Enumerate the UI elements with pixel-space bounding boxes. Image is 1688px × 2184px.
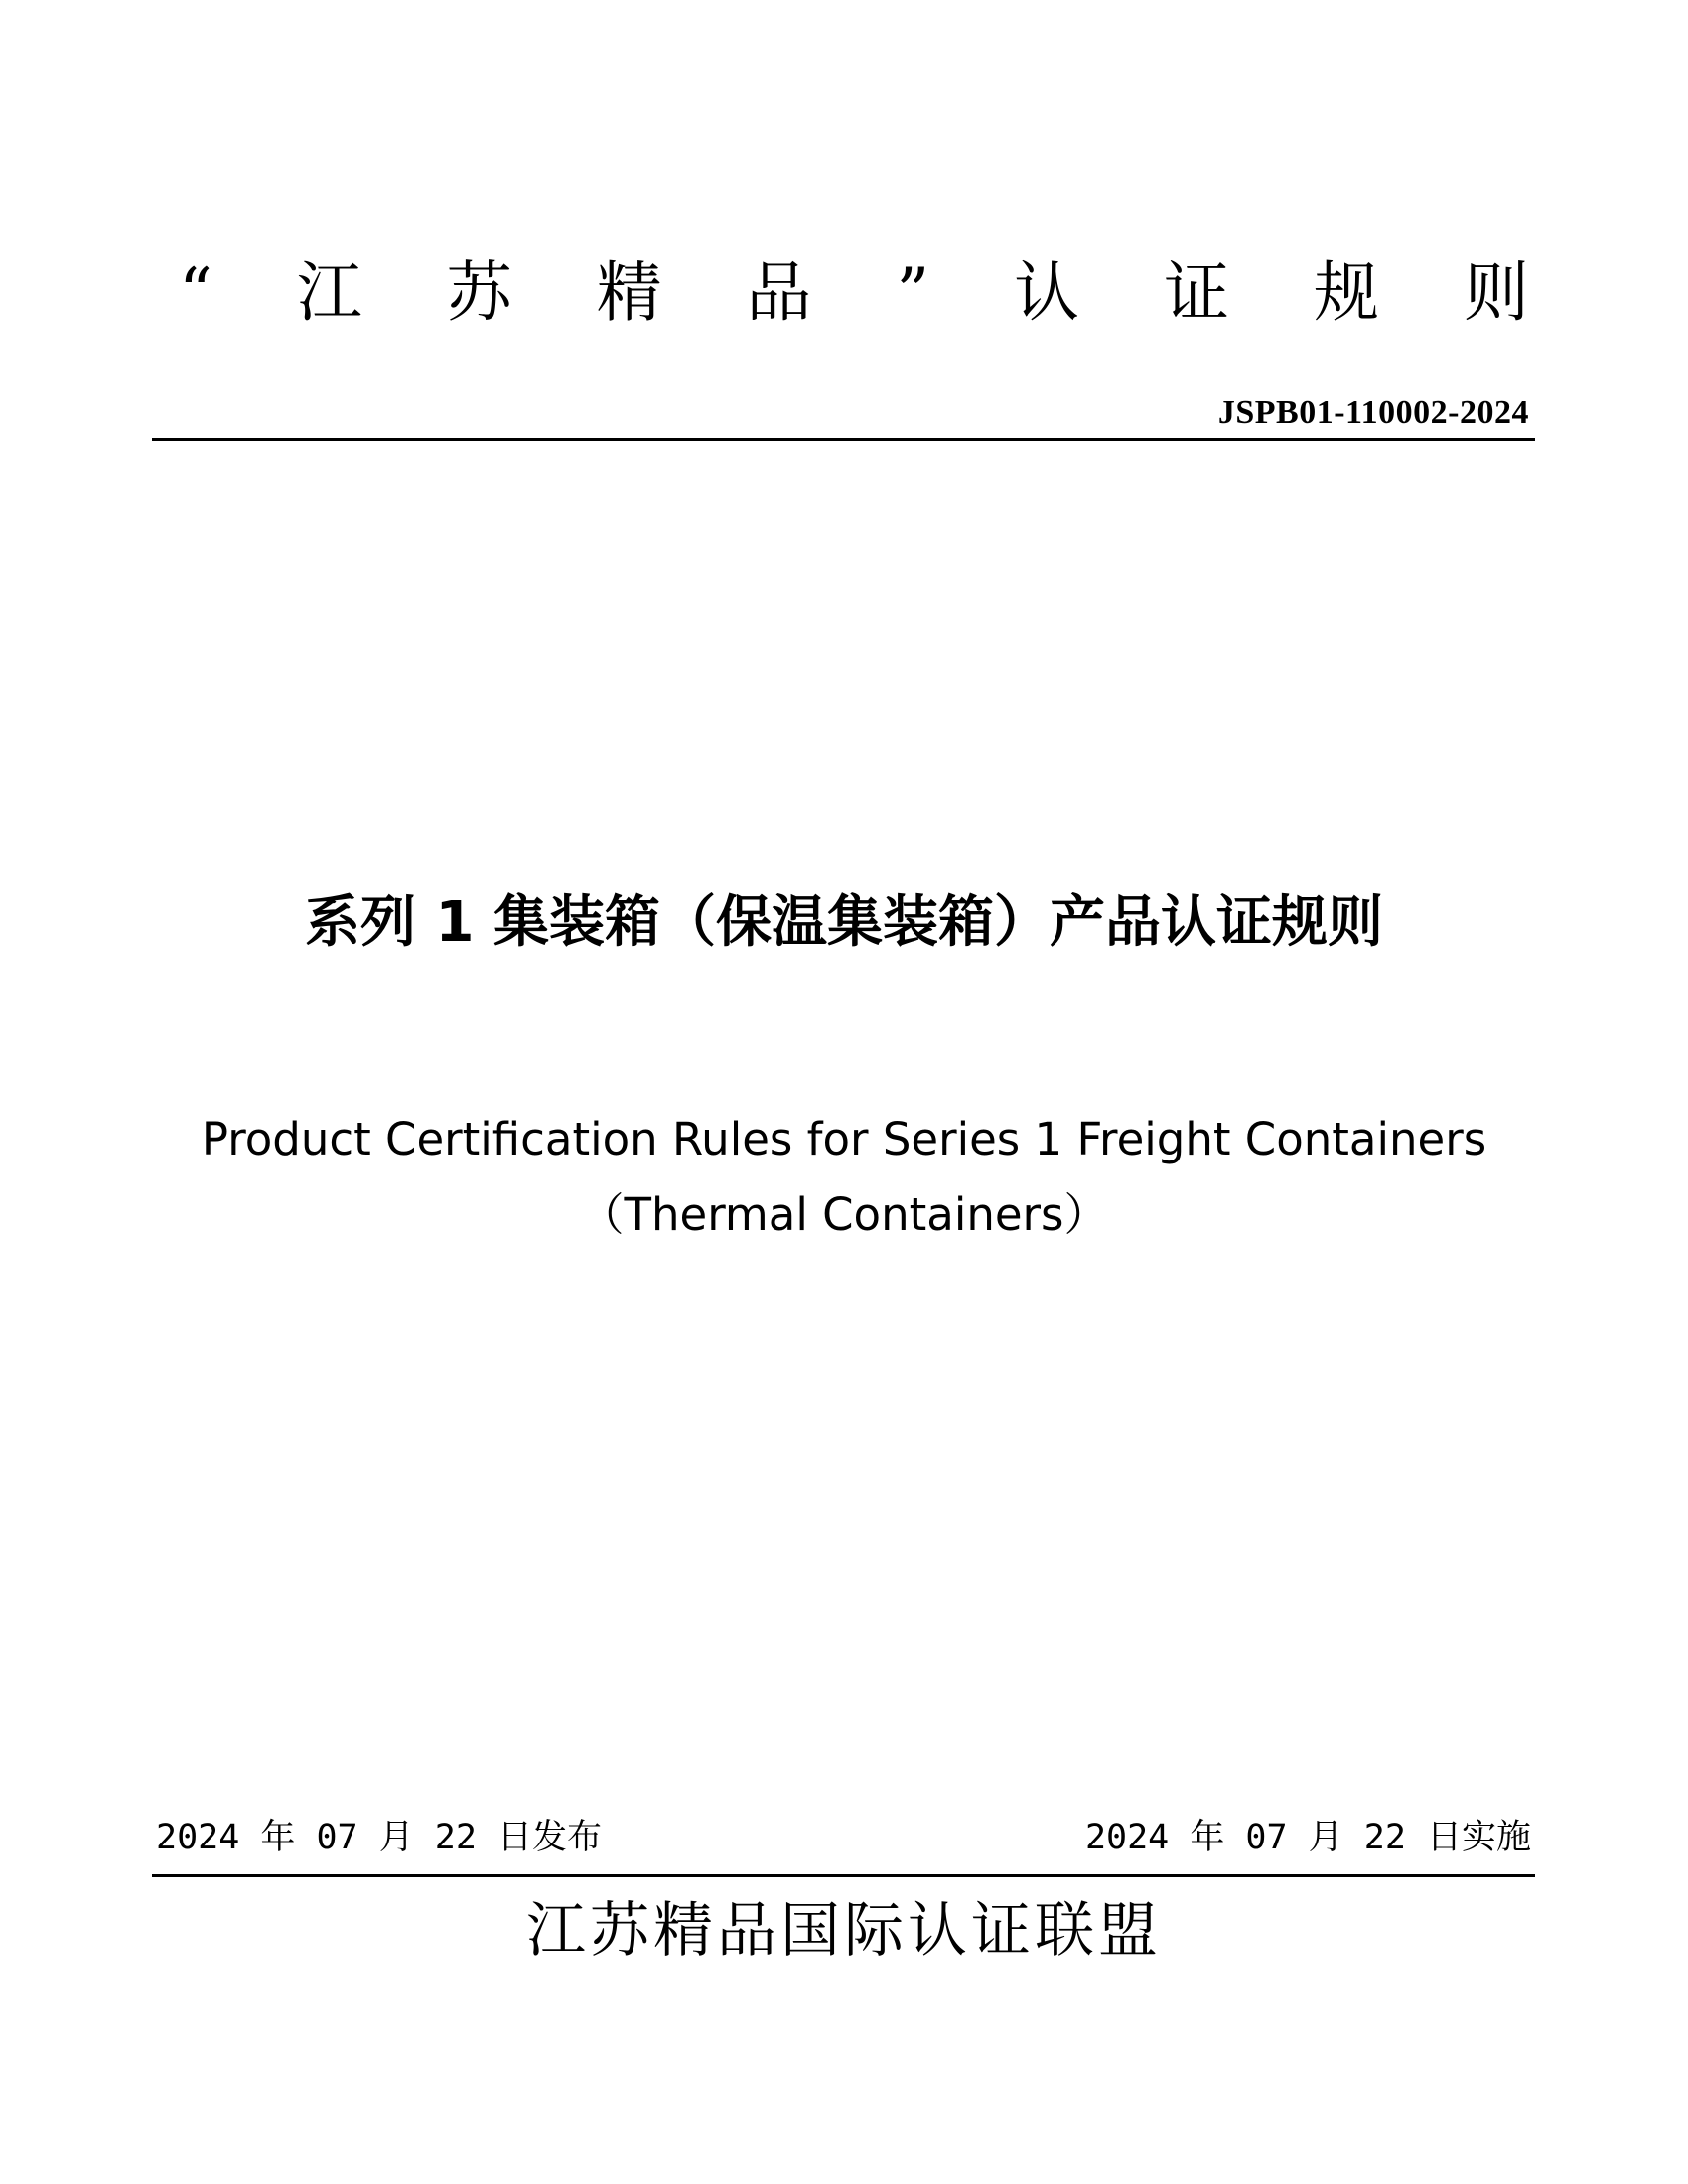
open-quote: “ — [179, 254, 212, 331]
effective-month: 07 — [1245, 1818, 1288, 1857]
issuing-organization: 江苏精品国际认证联盟 — [526, 1896, 1162, 1966]
close-quote: ” — [896, 254, 930, 331]
title-char: 江 — [296, 254, 362, 331]
title-char: 认 — [1014, 254, 1080, 331]
document-code: JSPB01-110002-2024 — [1217, 394, 1529, 431]
header-divider — [152, 438, 1535, 441]
effective-year-unit: 年 — [1190, 1818, 1225, 1857]
title-char: 精 — [596, 254, 662, 331]
effective-month-unit: 月 — [1308, 1818, 1343, 1857]
chinese-title: 系列 1 集装箱（保温集装箱）产品认证规则 — [305, 890, 1383, 955]
title-char: 规 — [1314, 254, 1379, 331]
publish-month: 07 — [316, 1818, 358, 1857]
effective-year: 2024 — [1084, 1818, 1170, 1857]
title-char: 则 — [1463, 254, 1529, 331]
publish-day: 22 — [434, 1818, 477, 1857]
title-char: 品 — [746, 254, 812, 331]
publish-month-unit: 月 — [378, 1818, 414, 1857]
document-series-title — [179, 253, 1529, 333]
english-title — [0, 1102, 1688, 1253]
title-char: 苏 — [446, 254, 512, 331]
effective-date — [1085, 1815, 1531, 1860]
date-row — [156, 1815, 1531, 1860]
title-char: 证 — [1164, 254, 1230, 331]
effective-day: 22 — [1363, 1818, 1406, 1857]
publish-year-unit: 年 — [260, 1818, 296, 1857]
publish-year: 2024 — [156, 1818, 240, 1857]
publish-suffix: 日发布 — [497, 1818, 603, 1857]
footer-divider — [152, 1874, 1535, 1877]
effective-suffix: 日实施 — [1426, 1818, 1531, 1857]
english-title-line-2: （Thermal Containers） — [579, 1188, 1109, 1241]
english-title-line-1: Product Certification Rules for Series 1 Freight Containers — [201, 1113, 1487, 1165]
publish-date — [156, 1815, 602, 1860]
